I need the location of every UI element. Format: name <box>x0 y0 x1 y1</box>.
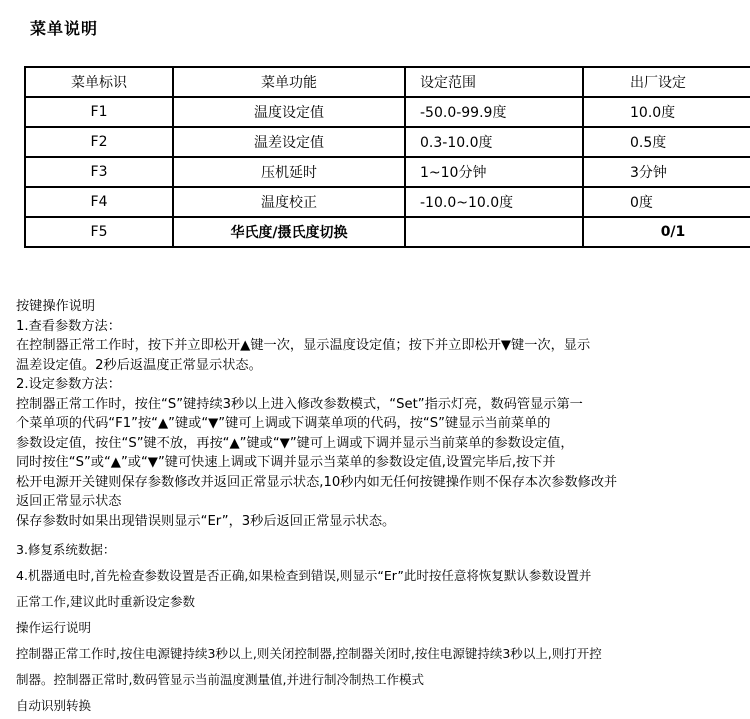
item2-line: 控制器正常工作时，按住“S”键持续3秒以上进入修改参数模式，“Set”指示灯亮，数码管显示第一 <box>16 396 583 412</box>
item1-line: 温差设定值。2秒后返温度正常显示状态。 <box>16 357 262 373</box>
cell-menu-function: 温差设定值 <box>173 127 405 157</box>
item2-line: 参数设定值，按住“S”键不放，再按“▲”键或“▼”键可上调或下调并显示当前菜单的参数设定值， <box>16 435 574 451</box>
operation-line: 控制器正常工作时,按住电源键持续3秒以上,则关闭控制器,控制器关闭时,按住电源键持续3秒以上,则打开控 <box>16 646 602 661</box>
table-row <box>25 97 750 127</box>
cell-factory-setting: 0/1 <box>583 217 750 247</box>
header-menu-id: 菜单标识 <box>25 67 173 97</box>
item2-line: 保存参数时如果出现错误则显示“Er”，3秒后返回正常显示状态。 <box>16 513 396 529</box>
cell-menu-id: F5 <box>25 217 173 247</box>
item2-line: 返回正常显示状态 <box>16 494 122 509</box>
page-title: 菜单说明 <box>30 19 99 38</box>
cell-factory-setting: 10.0度 <box>583 97 750 127</box>
cell-menu-id: F2 <box>25 127 173 157</box>
instructions <box>16 297 744 719</box>
cell-factory-setting: 3分钟 <box>583 157 750 187</box>
cell-menu-function: 华氏度/摄氏度切换 <box>173 217 405 247</box>
cell-menu-id: F1 <box>25 97 173 127</box>
item1-title: 1.查看参数方法： <box>16 318 121 334</box>
table-row <box>25 157 750 187</box>
table-row <box>25 217 750 247</box>
cell-menu-id: F3 <box>25 157 173 187</box>
item3-title: 3.修复系统数据： <box>16 542 116 557</box>
header-setting-range: 设定范围 <box>405 67 583 97</box>
cell-setting-range: -50.0-99.9度 <box>405 97 583 127</box>
table-row <box>25 127 750 157</box>
item1-line: 在控制器正常工作时，按下并立即松开▲键一次，显示温度设定值；按下并立即松开▼键一次，显示 <box>16 338 591 353</box>
section-heading-auto-detect: 自动识别转换 <box>16 698 92 713</box>
table-row <box>25 187 750 217</box>
section-heading-key-operation: 按键操作说明 <box>16 299 96 314</box>
header-factory-setting: 出厂设定 <box>583 67 750 97</box>
cell-menu-function: 压机延时 <box>173 157 405 187</box>
cell-setting-range: 1~10分钟 <box>405 157 583 187</box>
header-menu-function: 菜单功能 <box>173 67 405 97</box>
item2-line: 同时按住“S”或“▲”或“▼”键可快速上调或下调并显示当菜单的参数设定值,设置完毕后,按下并 <box>16 455 556 470</box>
section-heading-operation: 操作运行说明 <box>16 620 92 635</box>
operation-line: 制器。控制器正常时,数码管显示当前温度测量值,并进行制冷制热工作模式 <box>16 672 424 687</box>
item2-line: 松开电源开关键则保存参数修改并返回正常显示状态,10秒内如无任何按键操作则不保存本次参数修改并 <box>16 474 618 490</box>
item2-line: 个菜单项的代码“F1”按“▲”键或“▼”键可上调或下调菜单项的代码，按“S”键显示当前菜单的 <box>16 416 551 431</box>
cell-setting-range: -10.0~10.0度 <box>405 187 583 217</box>
cell-setting-range: 0.3-10.0度 <box>405 127 583 157</box>
table-header-row <box>25 67 750 97</box>
cell-factory-setting: 0.5度 <box>583 127 750 157</box>
item4-line: 4.机器通电时,首先检查参数设置是否正确,如果检查到错误,则显示“Er”此时按任意将恢复默认参数设置并 <box>16 568 592 583</box>
menu-table <box>24 66 750 248</box>
item2-title: 2.设定参数方法： <box>16 377 121 392</box>
cell-menu-id: F4 <box>25 187 173 217</box>
cell-setting-range <box>405 217 583 247</box>
cell-factory-setting: 0度 <box>583 187 750 217</box>
item4-line: 正常工作,建议此时重新设定参数 <box>16 594 195 609</box>
cell-menu-function: 温度设定值 <box>173 97 405 127</box>
cell-menu-function: 温度校正 <box>173 187 405 217</box>
